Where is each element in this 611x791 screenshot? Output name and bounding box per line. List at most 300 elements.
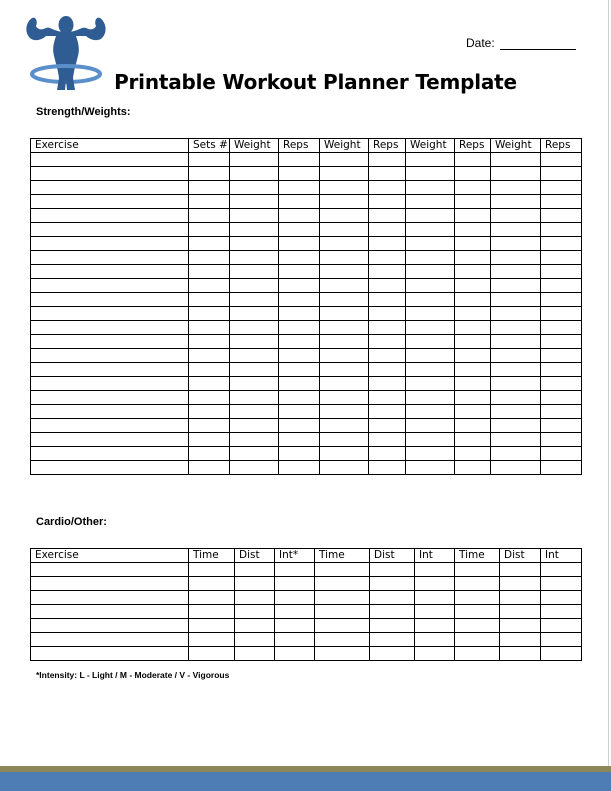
strength-cell[interactable] xyxy=(31,405,189,419)
strength-cell[interactable] xyxy=(230,377,279,391)
strength-cell[interactable] xyxy=(279,447,320,461)
strength-cell[interactable] xyxy=(279,405,320,419)
strength-cell[interactable] xyxy=(279,307,320,321)
strength-cell[interactable] xyxy=(279,167,320,181)
strength-cell[interactable] xyxy=(320,349,369,363)
strength-cell[interactable] xyxy=(406,251,455,265)
strength-cell[interactable] xyxy=(406,391,455,405)
strength-cell[interactable] xyxy=(406,195,455,209)
strength-cell[interactable] xyxy=(406,419,455,433)
strength-cell[interactable] xyxy=(541,447,582,461)
strength-cell[interactable] xyxy=(541,461,582,475)
strength-cell[interactable] xyxy=(230,391,279,405)
strength-cell[interactable] xyxy=(230,419,279,433)
strength-cell[interactable] xyxy=(230,307,279,321)
cardio-cell[interactable] xyxy=(370,577,415,591)
strength-cell[interactable] xyxy=(31,433,189,447)
strength-cell[interactable] xyxy=(455,377,491,391)
cardio-cell[interactable] xyxy=(235,633,275,647)
strength-cell[interactable] xyxy=(189,237,230,251)
strength-cell[interactable] xyxy=(320,461,369,475)
strength-cell[interactable] xyxy=(31,335,189,349)
strength-cell[interactable] xyxy=(541,265,582,279)
cardio-cell[interactable] xyxy=(189,563,235,577)
cardio-cell[interactable] xyxy=(541,619,582,633)
strength-cell[interactable] xyxy=(189,363,230,377)
strength-cell[interactable] xyxy=(406,293,455,307)
cardio-cell[interactable] xyxy=(500,563,541,577)
strength-cell[interactable] xyxy=(230,195,279,209)
strength-cell[interactable] xyxy=(31,265,189,279)
strength-cell[interactable] xyxy=(541,237,582,251)
strength-cell[interactable] xyxy=(541,307,582,321)
strength-cell[interactable] xyxy=(320,321,369,335)
strength-cell[interactable] xyxy=(369,391,406,405)
strength-cell[interactable] xyxy=(279,419,320,433)
strength-cell[interactable] xyxy=(279,335,320,349)
strength-cell[interactable] xyxy=(491,279,541,293)
strength-cell[interactable] xyxy=(455,195,491,209)
strength-cell[interactable] xyxy=(31,363,189,377)
strength-cell[interactable] xyxy=(455,391,491,405)
strength-cell[interactable] xyxy=(491,195,541,209)
cardio-cell[interactable] xyxy=(541,577,582,591)
cardio-cell[interactable] xyxy=(275,619,315,633)
cardio-cell[interactable] xyxy=(275,633,315,647)
strength-cell[interactable] xyxy=(455,419,491,433)
strength-cell[interactable] xyxy=(406,349,455,363)
cardio-cell[interactable] xyxy=(455,577,500,591)
strength-cell[interactable] xyxy=(31,377,189,391)
strength-cell[interactable] xyxy=(189,391,230,405)
strength-cell[interactable] xyxy=(31,279,189,293)
cardio-cell[interactable] xyxy=(189,633,235,647)
strength-cell[interactable] xyxy=(320,433,369,447)
cardio-cell[interactable] xyxy=(455,619,500,633)
strength-cell[interactable] xyxy=(320,419,369,433)
cardio-cell[interactable] xyxy=(415,605,455,619)
strength-cell[interactable] xyxy=(320,405,369,419)
strength-cell[interactable] xyxy=(189,321,230,335)
strength-cell[interactable] xyxy=(491,251,541,265)
strength-cell[interactable] xyxy=(31,307,189,321)
strength-cell[interactable] xyxy=(369,405,406,419)
strength-cell[interactable] xyxy=(406,153,455,167)
strength-cell[interactable] xyxy=(455,433,491,447)
strength-cell[interactable] xyxy=(230,447,279,461)
strength-cell[interactable] xyxy=(455,209,491,223)
strength-cell[interactable] xyxy=(541,153,582,167)
strength-cell[interactable] xyxy=(31,461,189,475)
strength-cell[interactable] xyxy=(541,335,582,349)
strength-cell[interactable] xyxy=(279,195,320,209)
strength-cell[interactable] xyxy=(230,405,279,419)
cardio-cell[interactable] xyxy=(315,577,370,591)
strength-cell[interactable] xyxy=(491,167,541,181)
strength-cell[interactable] xyxy=(230,209,279,223)
strength-cell[interactable] xyxy=(320,363,369,377)
strength-cell[interactable] xyxy=(279,293,320,307)
strength-cell[interactable] xyxy=(369,167,406,181)
strength-cell[interactable] xyxy=(455,335,491,349)
strength-cell[interactable] xyxy=(369,181,406,195)
strength-cell[interactable] xyxy=(320,195,369,209)
cardio-cell[interactable] xyxy=(541,633,582,647)
cardio-cell[interactable] xyxy=(275,605,315,619)
strength-cell[interactable] xyxy=(31,209,189,223)
cardio-cell[interactable] xyxy=(541,647,582,661)
strength-cell[interactable] xyxy=(541,181,582,195)
strength-cell[interactable] xyxy=(279,181,320,195)
strength-cell[interactable] xyxy=(230,167,279,181)
strength-cell[interactable] xyxy=(369,251,406,265)
strength-cell[interactable] xyxy=(189,377,230,391)
strength-cell[interactable] xyxy=(189,307,230,321)
strength-cell[interactable] xyxy=(491,433,541,447)
strength-cell[interactable] xyxy=(31,419,189,433)
cardio-cell[interactable] xyxy=(455,605,500,619)
strength-cell[interactable] xyxy=(406,181,455,195)
strength-cell[interactable] xyxy=(491,405,541,419)
strength-cell[interactable] xyxy=(189,223,230,237)
strength-cell[interactable] xyxy=(320,293,369,307)
strength-cell[interactable] xyxy=(320,391,369,405)
cardio-cell[interactable] xyxy=(275,563,315,577)
cardio-cell[interactable] xyxy=(31,563,189,577)
cardio-cell[interactable] xyxy=(370,633,415,647)
strength-cell[interactable] xyxy=(31,251,189,265)
strength-cell[interactable] xyxy=(369,419,406,433)
strength-cell[interactable] xyxy=(491,209,541,223)
cardio-cell[interactable] xyxy=(455,633,500,647)
strength-cell[interactable] xyxy=(541,321,582,335)
strength-cell[interactable] xyxy=(541,349,582,363)
strength-cell[interactable] xyxy=(31,223,189,237)
strength-cell[interactable] xyxy=(279,349,320,363)
strength-cell[interactable] xyxy=(369,307,406,321)
strength-cell[interactable] xyxy=(455,223,491,237)
cardio-cell[interactable] xyxy=(455,647,500,661)
cardio-cell[interactable] xyxy=(275,591,315,605)
cardio-cell[interactable] xyxy=(31,605,189,619)
cardio-cell[interactable] xyxy=(415,633,455,647)
strength-cell[interactable] xyxy=(491,321,541,335)
strength-cell[interactable] xyxy=(541,223,582,237)
strength-cell[interactable] xyxy=(406,209,455,223)
strength-cell[interactable] xyxy=(189,209,230,223)
strength-cell[interactable] xyxy=(491,265,541,279)
strength-cell[interactable] xyxy=(406,167,455,181)
cardio-cell[interactable] xyxy=(235,605,275,619)
strength-cell[interactable] xyxy=(406,461,455,475)
cardio-cell[interactable] xyxy=(189,605,235,619)
strength-cell[interactable] xyxy=(279,209,320,223)
strength-cell[interactable] xyxy=(406,223,455,237)
strength-cell[interactable] xyxy=(455,279,491,293)
strength-cell[interactable] xyxy=(406,307,455,321)
strength-cell[interactable] xyxy=(406,265,455,279)
cardio-cell[interactable] xyxy=(500,591,541,605)
strength-cell[interactable] xyxy=(279,433,320,447)
strength-cell[interactable] xyxy=(491,293,541,307)
cardio-cell[interactable] xyxy=(189,647,235,661)
strength-cell[interactable] xyxy=(31,181,189,195)
strength-cell[interactable] xyxy=(455,363,491,377)
cardio-cell[interactable] xyxy=(500,619,541,633)
strength-cell[interactable] xyxy=(189,447,230,461)
strength-cell[interactable] xyxy=(230,335,279,349)
strength-cell[interactable] xyxy=(541,363,582,377)
cardio-cell[interactable] xyxy=(455,563,500,577)
strength-cell[interactable] xyxy=(279,363,320,377)
strength-cell[interactable] xyxy=(455,181,491,195)
cardio-cell[interactable] xyxy=(315,563,370,577)
strength-cell[interactable] xyxy=(369,363,406,377)
strength-cell[interactable] xyxy=(189,153,230,167)
strength-cell[interactable] xyxy=(455,293,491,307)
strength-cell[interactable] xyxy=(320,279,369,293)
strength-cell[interactable] xyxy=(491,307,541,321)
strength-cell[interactable] xyxy=(455,461,491,475)
cardio-cell[interactable] xyxy=(31,577,189,591)
strength-cell[interactable] xyxy=(230,251,279,265)
strength-cell[interactable] xyxy=(455,265,491,279)
strength-cell[interactable] xyxy=(279,153,320,167)
strength-cell[interactable] xyxy=(491,419,541,433)
strength-cell[interactable] xyxy=(320,181,369,195)
strength-cell[interactable] xyxy=(541,167,582,181)
strength-cell[interactable] xyxy=(541,419,582,433)
cardio-cell[interactable] xyxy=(189,591,235,605)
strength-cell[interactable] xyxy=(491,349,541,363)
strength-cell[interactable] xyxy=(31,195,189,209)
cardio-cell[interactable] xyxy=(500,647,541,661)
cardio-cell[interactable] xyxy=(455,591,500,605)
cardio-cell[interactable] xyxy=(235,563,275,577)
strength-cell[interactable] xyxy=(320,377,369,391)
strength-cell[interactable] xyxy=(541,251,582,265)
cardio-cell[interactable] xyxy=(31,591,189,605)
strength-cell[interactable] xyxy=(455,167,491,181)
cardio-cell[interactable] xyxy=(415,647,455,661)
cardio-cell[interactable] xyxy=(415,591,455,605)
strength-cell[interactable] xyxy=(230,461,279,475)
strength-cell[interactable] xyxy=(369,153,406,167)
strength-cell[interactable] xyxy=(369,433,406,447)
cardio-cell[interactable] xyxy=(541,605,582,619)
cardio-cell[interactable] xyxy=(370,647,415,661)
strength-cell[interactable] xyxy=(541,279,582,293)
strength-cell[interactable] xyxy=(369,461,406,475)
strength-cell[interactable] xyxy=(541,209,582,223)
strength-cell[interactable] xyxy=(320,153,369,167)
cardio-cell[interactable] xyxy=(235,647,275,661)
cardio-cell[interactable] xyxy=(235,591,275,605)
strength-cell[interactable] xyxy=(279,251,320,265)
strength-cell[interactable] xyxy=(230,433,279,447)
strength-cell[interactable] xyxy=(491,461,541,475)
strength-cell[interactable] xyxy=(369,279,406,293)
strength-cell[interactable] xyxy=(189,195,230,209)
strength-cell[interactable] xyxy=(230,349,279,363)
strength-cell[interactable] xyxy=(491,335,541,349)
strength-cell[interactable] xyxy=(455,153,491,167)
strength-cell[interactable] xyxy=(31,349,189,363)
strength-cell[interactable] xyxy=(320,209,369,223)
strength-cell[interactable] xyxy=(320,335,369,349)
strength-cell[interactable] xyxy=(369,447,406,461)
cardio-cell[interactable] xyxy=(315,633,370,647)
cardio-cell[interactable] xyxy=(315,591,370,605)
strength-cell[interactable] xyxy=(189,167,230,181)
strength-cell[interactable] xyxy=(189,405,230,419)
cardio-cell[interactable] xyxy=(315,605,370,619)
strength-cell[interactable] xyxy=(320,447,369,461)
strength-cell[interactable] xyxy=(189,419,230,433)
strength-cell[interactable] xyxy=(455,251,491,265)
strength-cell[interactable] xyxy=(31,167,189,181)
strength-cell[interactable] xyxy=(406,405,455,419)
strength-cell[interactable] xyxy=(189,181,230,195)
cardio-cell[interactable] xyxy=(189,577,235,591)
cardio-cell[interactable] xyxy=(415,577,455,591)
strength-cell[interactable] xyxy=(406,335,455,349)
cardio-cell[interactable] xyxy=(315,619,370,633)
strength-cell[interactable] xyxy=(230,223,279,237)
strength-cell[interactable] xyxy=(320,237,369,251)
cardio-cell[interactable] xyxy=(370,591,415,605)
cardio-cell[interactable] xyxy=(235,619,275,633)
strength-cell[interactable] xyxy=(455,321,491,335)
strength-cell[interactable] xyxy=(279,265,320,279)
strength-cell[interactable] xyxy=(455,237,491,251)
cardio-cell[interactable] xyxy=(275,577,315,591)
cardio-cell[interactable] xyxy=(275,647,315,661)
strength-cell[interactable] xyxy=(455,307,491,321)
strength-cell[interactable] xyxy=(230,293,279,307)
strength-cell[interactable] xyxy=(406,279,455,293)
cardio-cell[interactable] xyxy=(31,633,189,647)
strength-cell[interactable] xyxy=(541,405,582,419)
strength-cell[interactable] xyxy=(491,447,541,461)
strength-cell[interactable] xyxy=(406,377,455,391)
strength-cell[interactable] xyxy=(369,265,406,279)
strength-cell[interactable] xyxy=(31,237,189,251)
strength-cell[interactable] xyxy=(491,391,541,405)
strength-cell[interactable] xyxy=(491,237,541,251)
strength-cell[interactable] xyxy=(279,223,320,237)
strength-cell[interactable] xyxy=(189,265,230,279)
cardio-cell[interactable] xyxy=(500,605,541,619)
strength-cell[interactable] xyxy=(279,279,320,293)
strength-cell[interactable] xyxy=(455,447,491,461)
strength-cell[interactable] xyxy=(491,181,541,195)
strength-cell[interactable] xyxy=(31,153,189,167)
cardio-cell[interactable] xyxy=(541,563,582,577)
date-field-line[interactable] xyxy=(500,49,576,50)
strength-cell[interactable] xyxy=(279,237,320,251)
strength-cell[interactable] xyxy=(369,195,406,209)
strength-cell[interactable] xyxy=(541,433,582,447)
strength-cell[interactable] xyxy=(320,307,369,321)
strength-cell[interactable] xyxy=(279,391,320,405)
strength-cell[interactable] xyxy=(189,251,230,265)
strength-cell[interactable] xyxy=(279,321,320,335)
strength-cell[interactable] xyxy=(31,321,189,335)
strength-cell[interactable] xyxy=(279,377,320,391)
strength-cell[interactable] xyxy=(491,223,541,237)
strength-cell[interactable] xyxy=(406,321,455,335)
strength-cell[interactable] xyxy=(369,377,406,391)
strength-cell[interactable] xyxy=(279,461,320,475)
cardio-cell[interactable] xyxy=(235,577,275,591)
cardio-cell[interactable] xyxy=(31,647,189,661)
strength-cell[interactable] xyxy=(369,237,406,251)
strength-cell[interactable] xyxy=(189,433,230,447)
strength-cell[interactable] xyxy=(230,279,279,293)
cardio-cell[interactable] xyxy=(189,619,235,633)
strength-cell[interactable] xyxy=(320,223,369,237)
cardio-cell[interactable] xyxy=(415,563,455,577)
cardio-cell[interactable] xyxy=(315,647,370,661)
strength-cell[interactable] xyxy=(230,363,279,377)
strength-cell[interactable] xyxy=(189,461,230,475)
strength-cell[interactable] xyxy=(406,447,455,461)
strength-cell[interactable] xyxy=(541,377,582,391)
strength-cell[interactable] xyxy=(230,237,279,251)
strength-cell[interactable] xyxy=(541,391,582,405)
strength-cell[interactable] xyxy=(230,321,279,335)
strength-cell[interactable] xyxy=(541,195,582,209)
strength-cell[interactable] xyxy=(455,405,491,419)
strength-cell[interactable] xyxy=(406,363,455,377)
strength-cell[interactable] xyxy=(31,293,189,307)
strength-cell[interactable] xyxy=(369,223,406,237)
strength-cell[interactable] xyxy=(491,363,541,377)
strength-cell[interactable] xyxy=(189,293,230,307)
cardio-cell[interactable] xyxy=(370,619,415,633)
strength-cell[interactable] xyxy=(320,251,369,265)
strength-cell[interactable] xyxy=(541,293,582,307)
cardio-cell[interactable] xyxy=(500,633,541,647)
strength-cell[interactable] xyxy=(455,349,491,363)
strength-cell[interactable] xyxy=(491,377,541,391)
cardio-cell[interactable] xyxy=(370,605,415,619)
strength-cell[interactable] xyxy=(369,293,406,307)
strength-cell[interactable] xyxy=(189,349,230,363)
strength-cell[interactable] xyxy=(230,153,279,167)
strength-cell[interactable] xyxy=(320,265,369,279)
strength-cell[interactable] xyxy=(31,447,189,461)
strength-cell[interactable] xyxy=(230,265,279,279)
strength-cell[interactable] xyxy=(369,335,406,349)
strength-cell[interactable] xyxy=(369,209,406,223)
strength-cell[interactable] xyxy=(406,237,455,251)
cardio-cell[interactable] xyxy=(415,619,455,633)
strength-cell[interactable] xyxy=(189,279,230,293)
strength-cell[interactable] xyxy=(189,335,230,349)
cardio-cell[interactable] xyxy=(541,591,582,605)
cardio-cell[interactable] xyxy=(31,619,189,633)
strength-cell[interactable] xyxy=(406,433,455,447)
strength-cell[interactable] xyxy=(369,349,406,363)
strength-cell[interactable] xyxy=(320,167,369,181)
cardio-cell[interactable] xyxy=(370,563,415,577)
strength-cell[interactable] xyxy=(491,153,541,167)
strength-cell[interactable] xyxy=(31,391,189,405)
strength-cell[interactable] xyxy=(369,321,406,335)
cardio-cell[interactable] xyxy=(500,577,541,591)
